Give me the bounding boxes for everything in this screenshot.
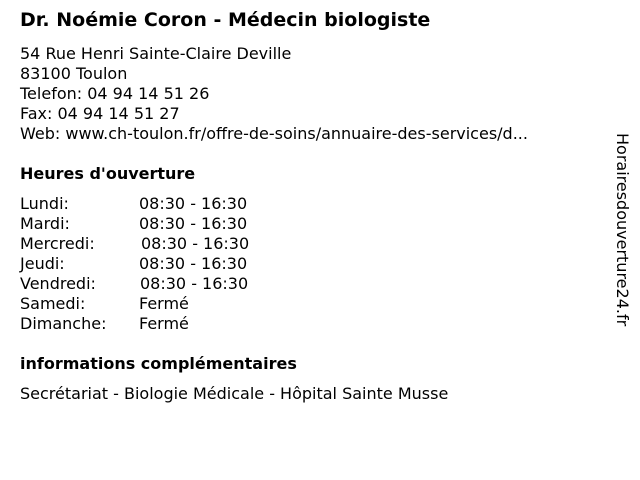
fax-number: Fax: 04 94 14 51 27	[20, 104, 180, 123]
hours-day: Mercredi:	[20, 234, 95, 253]
hours-time: Fermé	[139, 294, 189, 313]
additional-info-text: Secrétariat - Biologie Médicale - Hôpital Sainte Musse	[20, 384, 449, 403]
phone-number: Telefon: 04 94 14 51 26	[20, 84, 210, 103]
hours-day: Mardi:	[20, 214, 70, 233]
address-street: 54 Rue Henri Sainte-Claire Deville	[20, 44, 292, 63]
additional-info-heading: informations complémentaires	[20, 354, 297, 373]
hours-time: Fermé	[139, 314, 189, 333]
hours-time: 08:30 - 16:30	[141, 234, 250, 253]
site-watermark: Horairesdouverture24.fr	[613, 133, 632, 327]
hours-time: 08:30 - 16:30	[139, 254, 248, 273]
hours-day: Vendredi:	[20, 274, 96, 293]
website-link: Web: www.ch-toulon.fr/offre-de-soins/annuaire-des-services/d...	[20, 124, 528, 143]
hours-time: 08:30 - 16:30	[139, 214, 248, 233]
page-title: Dr. Noémie Coron - Médecin biologiste	[20, 9, 431, 31]
hours-day: Dimanche:	[20, 314, 107, 333]
hours-day: Samedi:	[20, 294, 86, 313]
hours-time: 08:30 - 16:30	[139, 194, 248, 213]
address-city: 83100 Toulon	[20, 64, 128, 83]
hours-day: Lundi:	[20, 194, 69, 213]
contact-block	[20, 44, 528, 144]
hours-time: 08:30 - 16:30	[140, 274, 249, 293]
opening-hours-heading: Heures d'ouverture	[20, 164, 196, 183]
hours-day: Jeudi:	[20, 254, 65, 273]
